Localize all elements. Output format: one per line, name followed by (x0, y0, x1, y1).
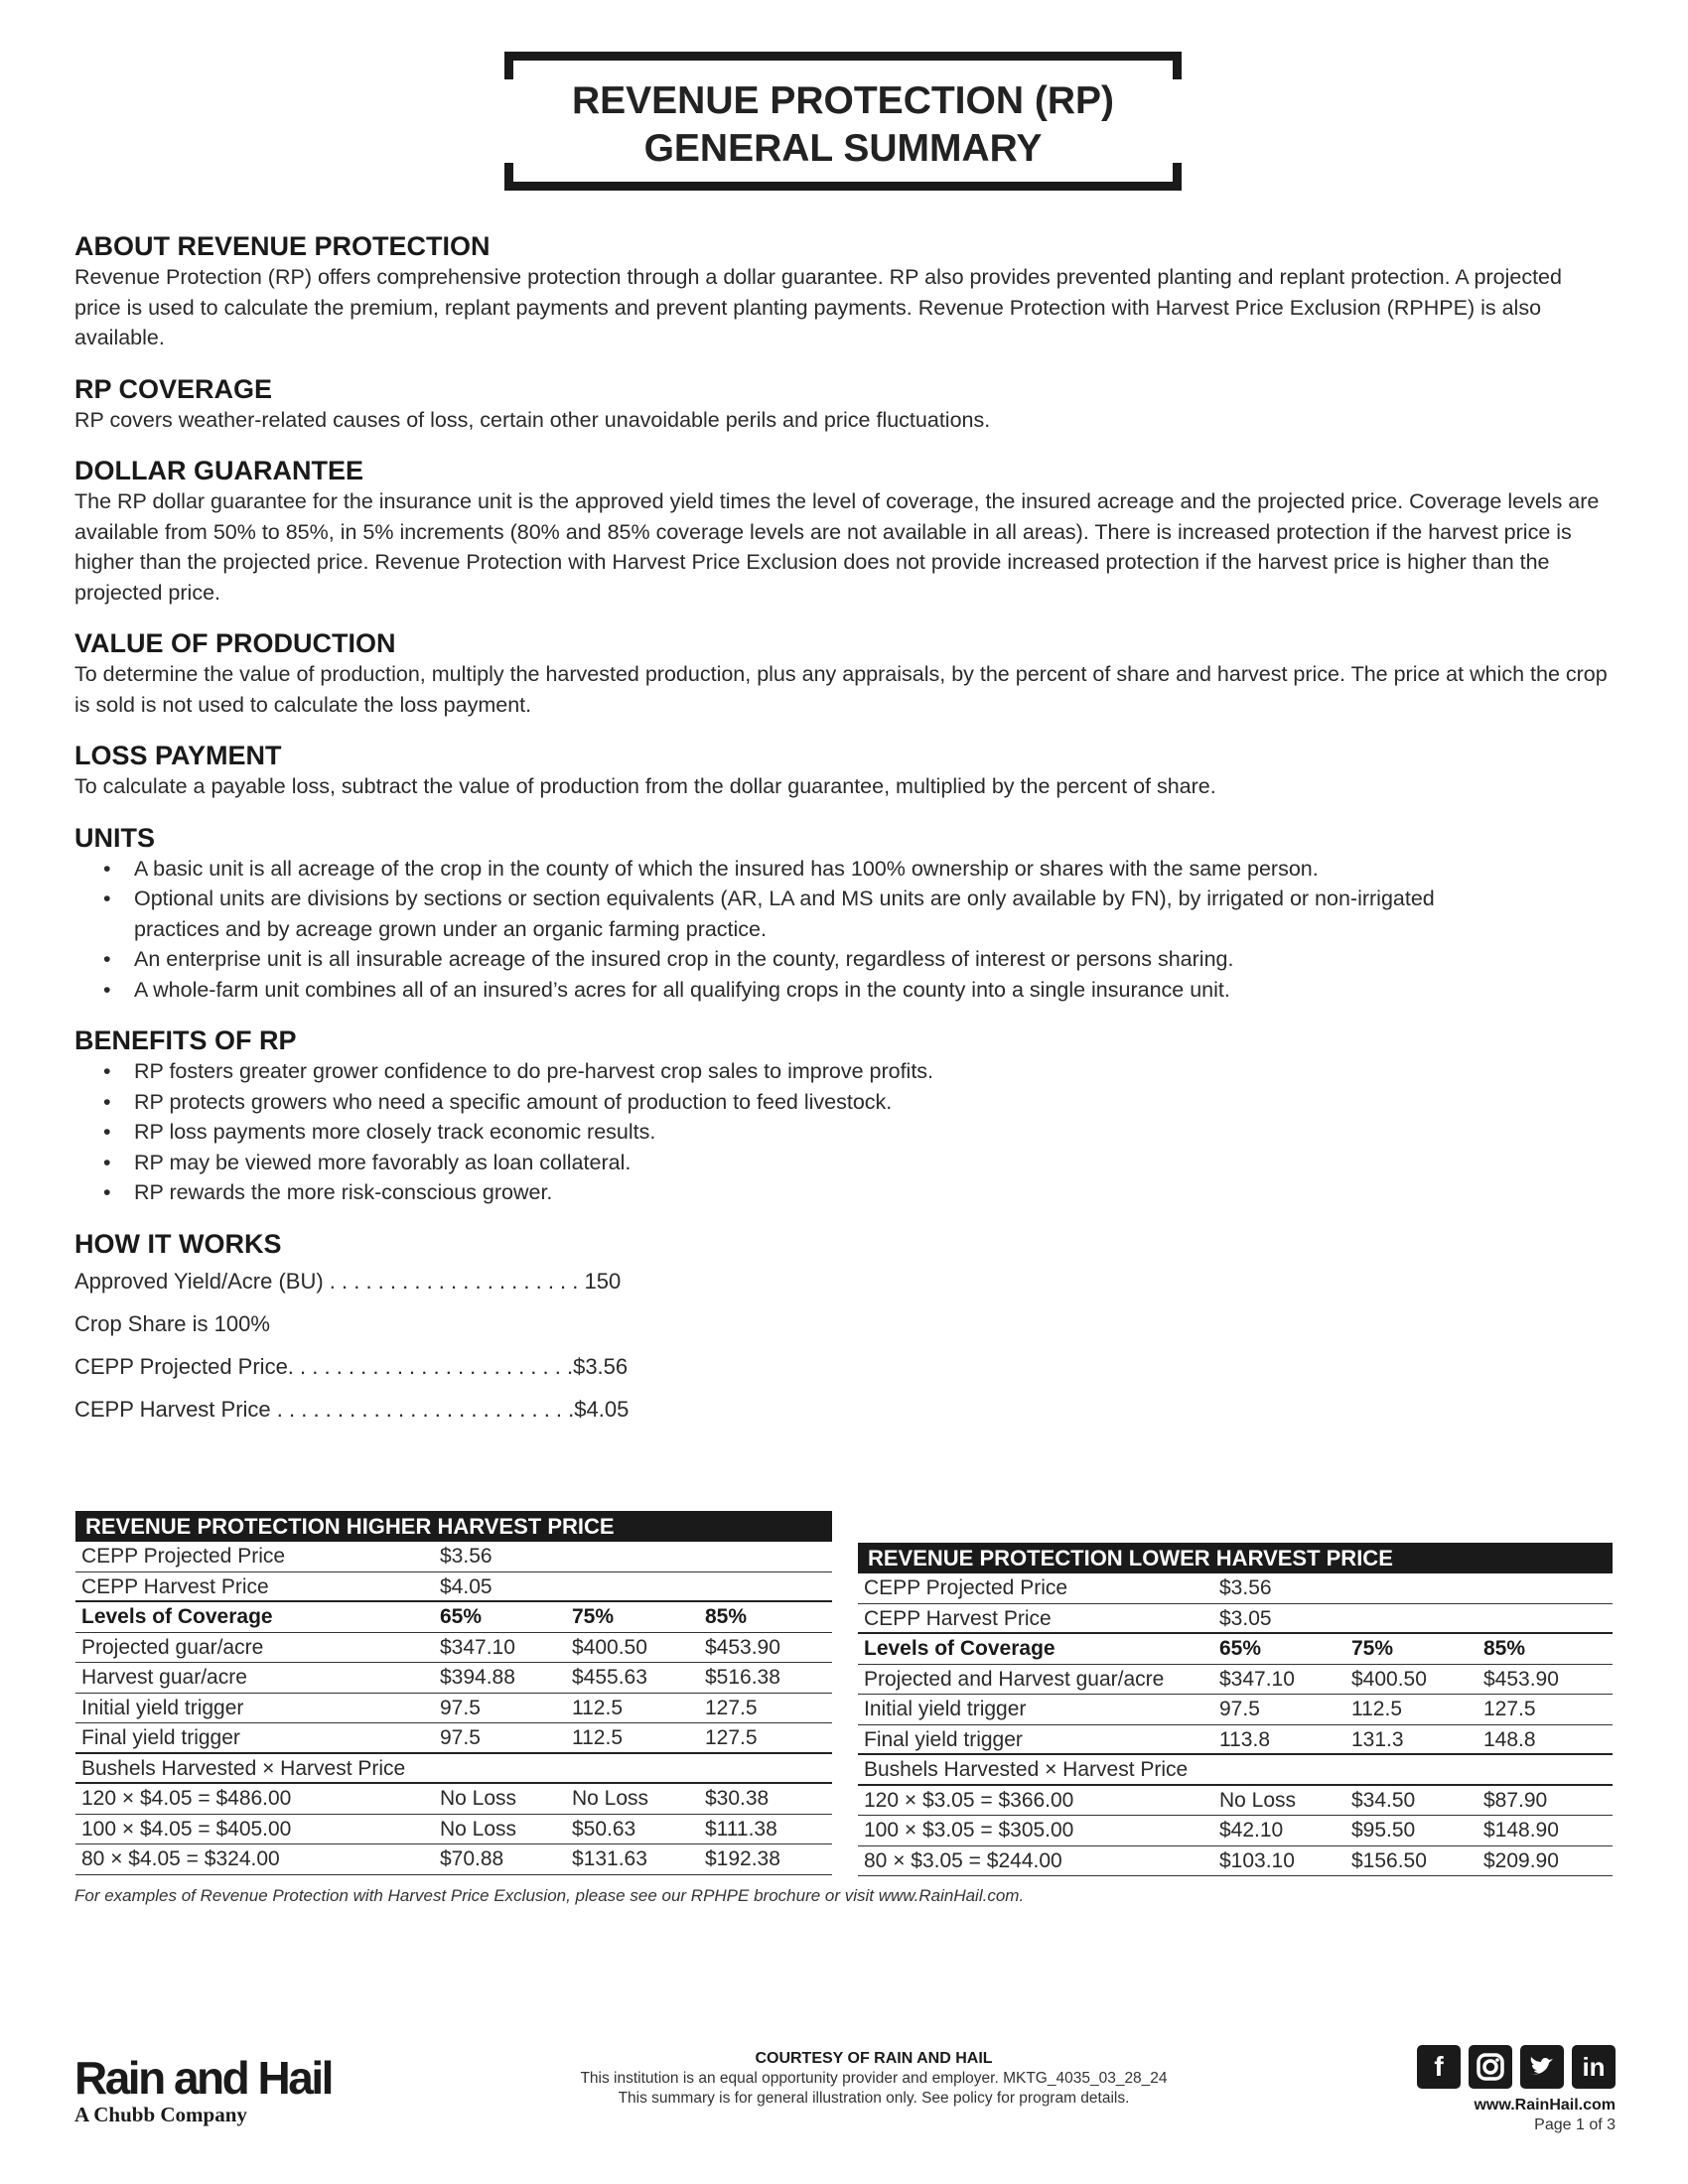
table-cell: 65% (440, 1605, 483, 1628)
table-cell: 97.5 (440, 1726, 481, 1749)
table-cell: 85% (705, 1605, 748, 1628)
table-cell: 100 × $4.05 = $405.00 (81, 1817, 292, 1841)
how-row: Crop Share is 100% (74, 1310, 270, 1336)
section-heading: RP COVERAGE (74, 373, 273, 404)
table-row (858, 1634, 1613, 1665)
table-cell: No Loss (1219, 1788, 1297, 1812)
courtesy-heading: COURTESY OF RAIN AND HAIL (755, 2050, 993, 2067)
social-icons (1387, 2045, 1616, 2089)
main-content (74, 230, 1614, 1450)
section-text: Revenue Protection (RP) offers comprehensive protection through a dollar guarantee. RP also provides prevented planting and replant protection. A projected price is used to calculate the premium, replant payments and prevent planting payments. Revenue Protection with Harvest Price Exclusion (RPHPE) is also available. (74, 265, 1562, 349)
table-cell: 120 × $3.05 = $366.00 (864, 1788, 1074, 1812)
units-list (103, 854, 1614, 1006)
table-row (75, 1784, 832, 1815)
table-cell: Initial yield trigger (864, 1698, 1027, 1720)
table-cell: Initial yield trigger (81, 1696, 244, 1719)
website-link[interactable]: www.RainHail.com (1474, 2097, 1616, 2114)
table-cell: 148.8 (1483, 1727, 1536, 1751)
table-row (75, 1633, 832, 1664)
table-cell: 112.5 (572, 1696, 623, 1719)
table-cell: 120 × $4.05 = $486.00 (81, 1787, 292, 1810)
section-heading: VALUE OF PRODUCTION (74, 628, 396, 658)
table-cell: 127.5 (1483, 1698, 1536, 1720)
table-row (858, 1786, 1613, 1817)
list-item: • A basic unit is all acreage of the crop in the county of which the insured has 100% ownership or shares with the same person. (103, 854, 1614, 885)
table-cell: $3.56 (1219, 1576, 1272, 1599)
table-cell: 112.5 (572, 1726, 623, 1749)
table-cell: $394.88 (440, 1666, 515, 1689)
table-cell: $42.10 (1219, 1819, 1284, 1842)
table-cell: $209.90 (1483, 1848, 1559, 1872)
page-number: Page 1 of 3 (1534, 2116, 1616, 2133)
table-cell: 127.5 (705, 1696, 758, 1719)
table-cell: $455.63 (572, 1666, 647, 1689)
table-cell: $400.50 (1351, 1667, 1427, 1691)
section-heading: BENEFITS OF RP (74, 1025, 297, 1055)
table-cell: 127.5 (705, 1726, 758, 1749)
list-item: • Optional units are divisions by sections or section equivalents (AR, LA and MS units are only available by FN), by irrigated or non-irrigated practices and by acreage grown under an organic farming practice. (103, 884, 1614, 944)
table-cell: Projected and Harvest guar/acre (864, 1667, 1165, 1691)
table-cell: No Loss (440, 1817, 517, 1841)
table-cell: $3.05 (1219, 1606, 1272, 1630)
list-item: • RP rewards the more risk-conscious grower. (103, 1177, 1614, 1208)
how-row: CEPP Harvest Price . . . . . . . . . . . . . . . . . . . . . . . . .$4.05 (74, 1396, 630, 1422)
table-row (858, 1755, 1613, 1786)
table-cell: 113.8 (1219, 1727, 1270, 1751)
table-cell: 97.5 (1219, 1698, 1260, 1720)
table-cell: $50.63 (572, 1817, 636, 1841)
logo-tagline: A Chubb Company (74, 2103, 247, 2126)
table-cell: $192.38 (705, 1847, 780, 1870)
frame-top (504, 52, 1182, 61)
twitter-icon[interactable] (1520, 2045, 1564, 2089)
company-logo (74, 2053, 332, 2126)
how-row: Approved Yield/Acre (BU) . . . . . . . . . . . . . . . . . . . . . 150 (74, 1268, 622, 1294)
section-heading: DOLLAR GUARANTEE (74, 456, 363, 485)
section-loss (74, 740, 1614, 802)
table-cell: Harvest guar/acre (81, 1666, 247, 1689)
table-cell: 85% (1483, 1637, 1526, 1660)
section-heading: HOW IT WORKS (74, 1228, 282, 1259)
table-row (858, 1665, 1613, 1696)
section-how (74, 1228, 1614, 1431)
table-cell: $30.38 (705, 1787, 770, 1810)
table-cell: $70.88 (440, 1847, 504, 1870)
table-cell: No Loss (572, 1787, 649, 1810)
table-cell: $3.56 (440, 1545, 492, 1568)
table-cell: $131.63 (572, 1847, 647, 1870)
facebook-icon[interactable]: f (1417, 2045, 1461, 2089)
table-cell: CEPP Projected Price (81, 1545, 286, 1568)
table-row (858, 1604, 1613, 1635)
social-block (1387, 2045, 1616, 2134)
section-about (74, 230, 1614, 353)
table-cell: Final yield trigger (81, 1726, 240, 1749)
table-cell: 100 × $3.05 = $305.00 (864, 1819, 1074, 1842)
table-cell: $103.10 (1219, 1848, 1295, 1872)
disclaimer-line: This summary is for general illustration only. See policy for program details. (618, 2090, 1130, 2107)
table-cell: $148.90 (1483, 1819, 1559, 1842)
table-cell: $111.38 (705, 1817, 777, 1841)
table-row (75, 1663, 832, 1694)
table-row (75, 1723, 832, 1754)
table-row (858, 1816, 1613, 1846)
table-cell: $453.90 (705, 1635, 780, 1659)
section-value (74, 627, 1614, 720)
frame-corner (1173, 52, 1182, 79)
list-item: • An enterprise unit is all insurable acreage of the insured crop in the county, regardless of interest or persons sharing. (103, 944, 1614, 975)
list-item: • RP protects growers who need a specific amount of production to feed livestock. (103, 1087, 1614, 1118)
table-cell: 112.5 (1351, 1698, 1402, 1720)
table-row (75, 1815, 832, 1845)
table-higher-harvest (75, 1511, 832, 1875)
section-coverage (74, 373, 1614, 436)
list-item: • A whole-farm unit combines all of an insured’s acres for all qualifying crops in the county into a single insurance unit. (103, 975, 1614, 1006)
table-cell: $34.50 (1351, 1788, 1416, 1812)
table-row (75, 1572, 832, 1603)
footnote: For examples of Revenue Protection with Harvest Price Exclusion, please see our RPHPE brochure or visit www.RainHail.com. (74, 1886, 1025, 1905)
list-item: • RP may be viewed more favorably as loan collateral. (103, 1148, 1614, 1178)
section-text: To calculate a payable loss, subtract the value of production from the dollar guarantee, multiplied by the percent of share. (74, 774, 1216, 798)
frame-corner (504, 52, 513, 79)
table-cell: Projected guar/acre (81, 1635, 264, 1659)
table-row (75, 1844, 832, 1875)
table-title: REVENUE PROTECTION HIGHER HARVEST PRICE (75, 1511, 832, 1542)
table-lower-harvest (858, 1543, 1613, 1876)
table-row (75, 1602, 832, 1633)
how-row: CEPP Projected Price. . . . . . . . . . . . . . . . . . . . . . . .$3.56 (74, 1353, 629, 1379)
title-box (504, 52, 1182, 191)
table-cell: Final yield trigger (864, 1727, 1023, 1751)
section-heading: UNITS (74, 822, 155, 853)
section-text: The RP dollar guarantee for the insurance unit is the approved yield times the level of coverage, the insured acreage and the projected price. Coverage levels are available from 50% to 85%, in 5% increments (80% and 85% coverage levels are not available in all areas). There is increased protection if the harvest price is higher than the projected price. Revenue Protection with Harvest Price Exclusion does not provide increased protection if the harvest price is higher than the projected price. (74, 489, 1600, 605)
table-row (858, 1846, 1613, 1877)
table-cell: CEPP Harvest Price (81, 1574, 269, 1598)
instagram-icon[interactable] (1469, 2045, 1512, 2089)
table-row (858, 1573, 1613, 1604)
table-cell: Levels of Coverage (81, 1605, 273, 1628)
table-row (858, 1725, 1613, 1756)
table-cell: $400.50 (572, 1635, 647, 1659)
table-cell: 75% (1351, 1637, 1394, 1660)
table-cell: 75% (572, 1605, 615, 1628)
table-cell: $4.05 (440, 1574, 492, 1598)
table-cell: 131.3 (1351, 1727, 1404, 1751)
table-cell: 97.5 (440, 1696, 481, 1719)
table-row (75, 1542, 832, 1572)
linkedin-icon[interactable]: in (1572, 2045, 1616, 2089)
table-cell: $453.90 (1483, 1667, 1559, 1691)
table-cell: $347.10 (1219, 1667, 1295, 1691)
table-cell: $347.10 (440, 1635, 515, 1659)
section-benefits (74, 1024, 1614, 1208)
table-row (75, 1694, 832, 1724)
disclaimer-line: This institution is an equal opportunity provider and employer. MKTG_4035_03_28_24 (580, 2070, 1168, 2087)
table-row (75, 1754, 832, 1785)
table-cell: 80 × $3.05 = $244.00 (864, 1848, 1062, 1872)
courtesy-block (477, 2049, 1271, 2109)
table-cell: $87.90 (1483, 1788, 1548, 1812)
table-cell: Bushels Harvested × Harvest Price (864, 1758, 1189, 1781)
table-cell: CEPP Projected Price (864, 1576, 1068, 1599)
table-cell: Bushels Harvested × Harvest Price (81, 1756, 406, 1780)
table-row (858, 1695, 1613, 1725)
frame-bottom (504, 182, 1182, 191)
page-title: REVENUE PROTECTION (RP) GENERAL SUMMARY (571, 79, 1115, 170)
list-item: • RP fosters greater grower confidence to do pre-harvest crop sales to improve profits. (103, 1056, 1614, 1087)
section-text: RP covers weather-related causes of loss, certain other unavoidable perils and price fluctuations. (74, 407, 991, 432)
table-cell: $156.50 (1351, 1848, 1427, 1872)
section-heading: LOSS PAYMENT (74, 741, 282, 770)
table-cell: CEPP Harvest Price (864, 1606, 1052, 1630)
section-text: To determine the value of production, multiply the harvested production, plus any appraisals, by the percent of share and harvest price. The price at which the crop is sold is not used to calculate the loss payment. (74, 662, 1608, 717)
table-cell: No Loss (440, 1787, 517, 1810)
benefits-list (103, 1056, 1614, 1208)
table-cell: $516.38 (705, 1666, 780, 1689)
table-cell: 80 × $4.05 = $324.00 (81, 1847, 280, 1870)
logo-wordmark: Rain and Hail (74, 2052, 332, 2104)
section-heading: ABOUT REVENUE PROTECTION (74, 231, 491, 261)
section-units (74, 822, 1614, 1006)
list-item: • RP loss payments more closely track economic results. (103, 1117, 1614, 1148)
table-cell: 65% (1219, 1637, 1262, 1660)
table-title: REVENUE PROTECTION LOWER HARVEST PRICE (858, 1543, 1613, 1573)
table-cell: $95.50 (1351, 1819, 1416, 1842)
section-guarantee (74, 455, 1614, 608)
table-cell: Levels of Coverage (864, 1637, 1055, 1660)
